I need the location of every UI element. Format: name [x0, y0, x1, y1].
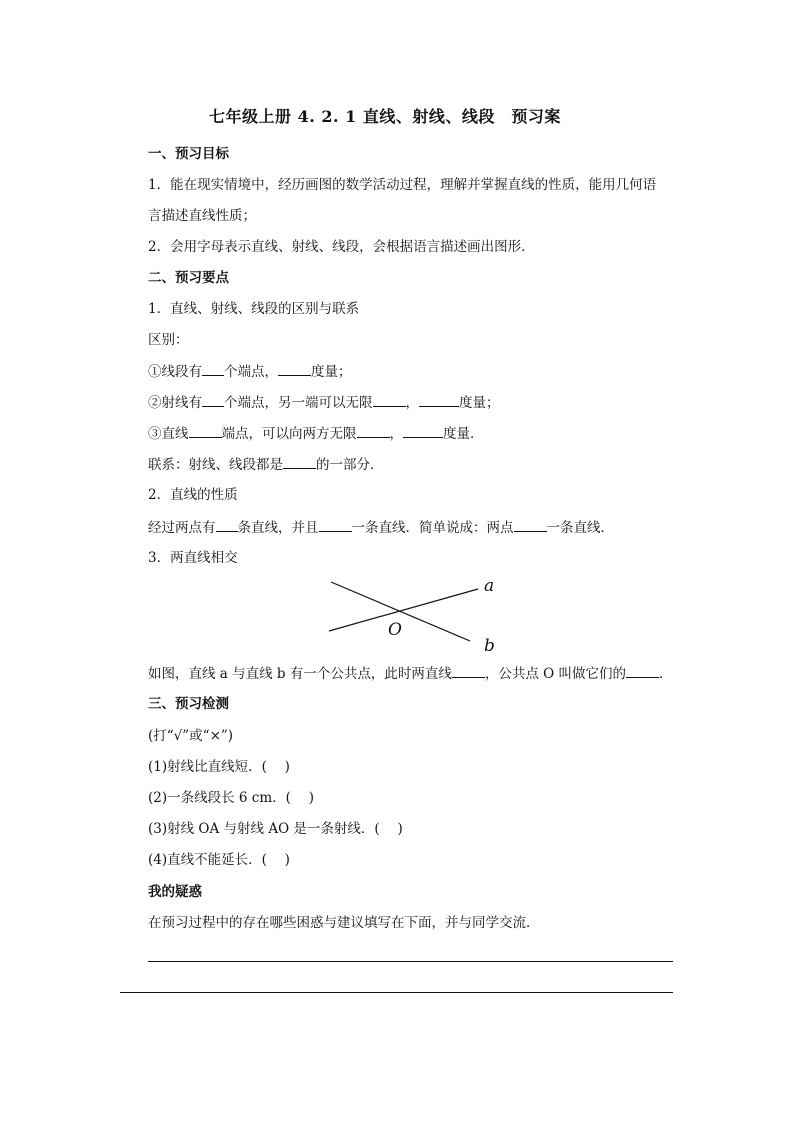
text-fragment: 个端点，	[224, 364, 278, 380]
text-fragment: 端点，可以向两方无限	[221, 426, 357, 442]
text-fragment: 度量；	[459, 395, 500, 411]
text-fragment: 联系：射线、线段都是	[148, 457, 283, 473]
text-fragment: ，	[405, 395, 419, 411]
goal-item-1-line-2: 言描述直线性质；	[148, 208, 256, 224]
point-3-title: 3．两直线相交	[148, 550, 238, 566]
label-b: b	[484, 636, 495, 656]
document-title: 七年级上册 4. 2. 1 直线、射线、线段 预习案	[209, 107, 561, 126]
label-a: a	[484, 576, 495, 596]
section-heading-check: 三、预习检测	[148, 696, 229, 712]
text-fragment: ．	[659, 666, 673, 682]
text-fragment: ②射线有	[148, 395, 202, 411]
check-question-4: (4)直线不能延长．( )	[148, 852, 290, 868]
text-fragment: 个端点，另一端可以无限	[224, 395, 373, 411]
check-instruction: (打“√”或“×”)	[148, 728, 234, 744]
check-question-1: (1)射线比直线短．( )	[148, 759, 290, 775]
answer-blank[interactable]	[452, 664, 485, 678]
answer-blank[interactable]	[626, 664, 659, 678]
doubts-heading: 我的疑惑	[148, 884, 202, 900]
check-question-3: (3)射线 OA 与射线 AO 是一条射线．( )	[148, 821, 403, 837]
text-fragment: 如图，直线 a 与直线 b 有一个公共点，此时两直线	[148, 666, 452, 682]
text-fragment: 条直线，并且	[237, 520, 319, 536]
intersect-fill-line	[148, 664, 673, 683]
text-fragment: ①线段有	[148, 364, 202, 380]
label-o: O	[388, 620, 402, 640]
writing-line-2[interactable]	[120, 992, 673, 993]
point-2-title: 2．直线的性质	[148, 487, 238, 503]
section-heading-goals: 一、预习目标	[148, 146, 229, 162]
difference-label: 区别：	[148, 332, 189, 348]
writing-line-1[interactable]	[148, 961, 673, 962]
section-heading-points: 二、预习要点	[148, 270, 229, 286]
text-fragment: 一条直线．简单说成：两点	[351, 520, 514, 536]
text-fragment: 度量．	[443, 426, 484, 442]
text-fragment: 一条直线．	[546, 520, 614, 536]
text-fragment: 经过两点有	[148, 520, 216, 536]
point-1-title: 1．直线、射线、线段的区别与联系	[148, 301, 360, 317]
goal-item-1-line-1: 1．能在现实情境中，经历画图的数学活动过程，理解并掌握直线的性质，能用几何语	[148, 177, 657, 193]
text-fragment: 的一部分．	[316, 457, 384, 473]
text-fragment: 度量；	[311, 364, 352, 380]
doubts-text: 在预习过程中的存在哪些困惑与建议填写在下面，并与同学交流．	[148, 915, 540, 931]
text-fragment: ③直线	[148, 426, 189, 442]
check-question-2: (2)一条线段长 6 cm．( )	[148, 790, 314, 806]
text-fragment: ，	[389, 426, 403, 442]
line-a	[329, 589, 478, 631]
text-fragment: ，公共点 O 叫做它们的	[484, 666, 627, 682]
goal-item-2: 2．会用字母表示直线、射线、线段，会根据语言描述画出图形．	[148, 239, 535, 255]
